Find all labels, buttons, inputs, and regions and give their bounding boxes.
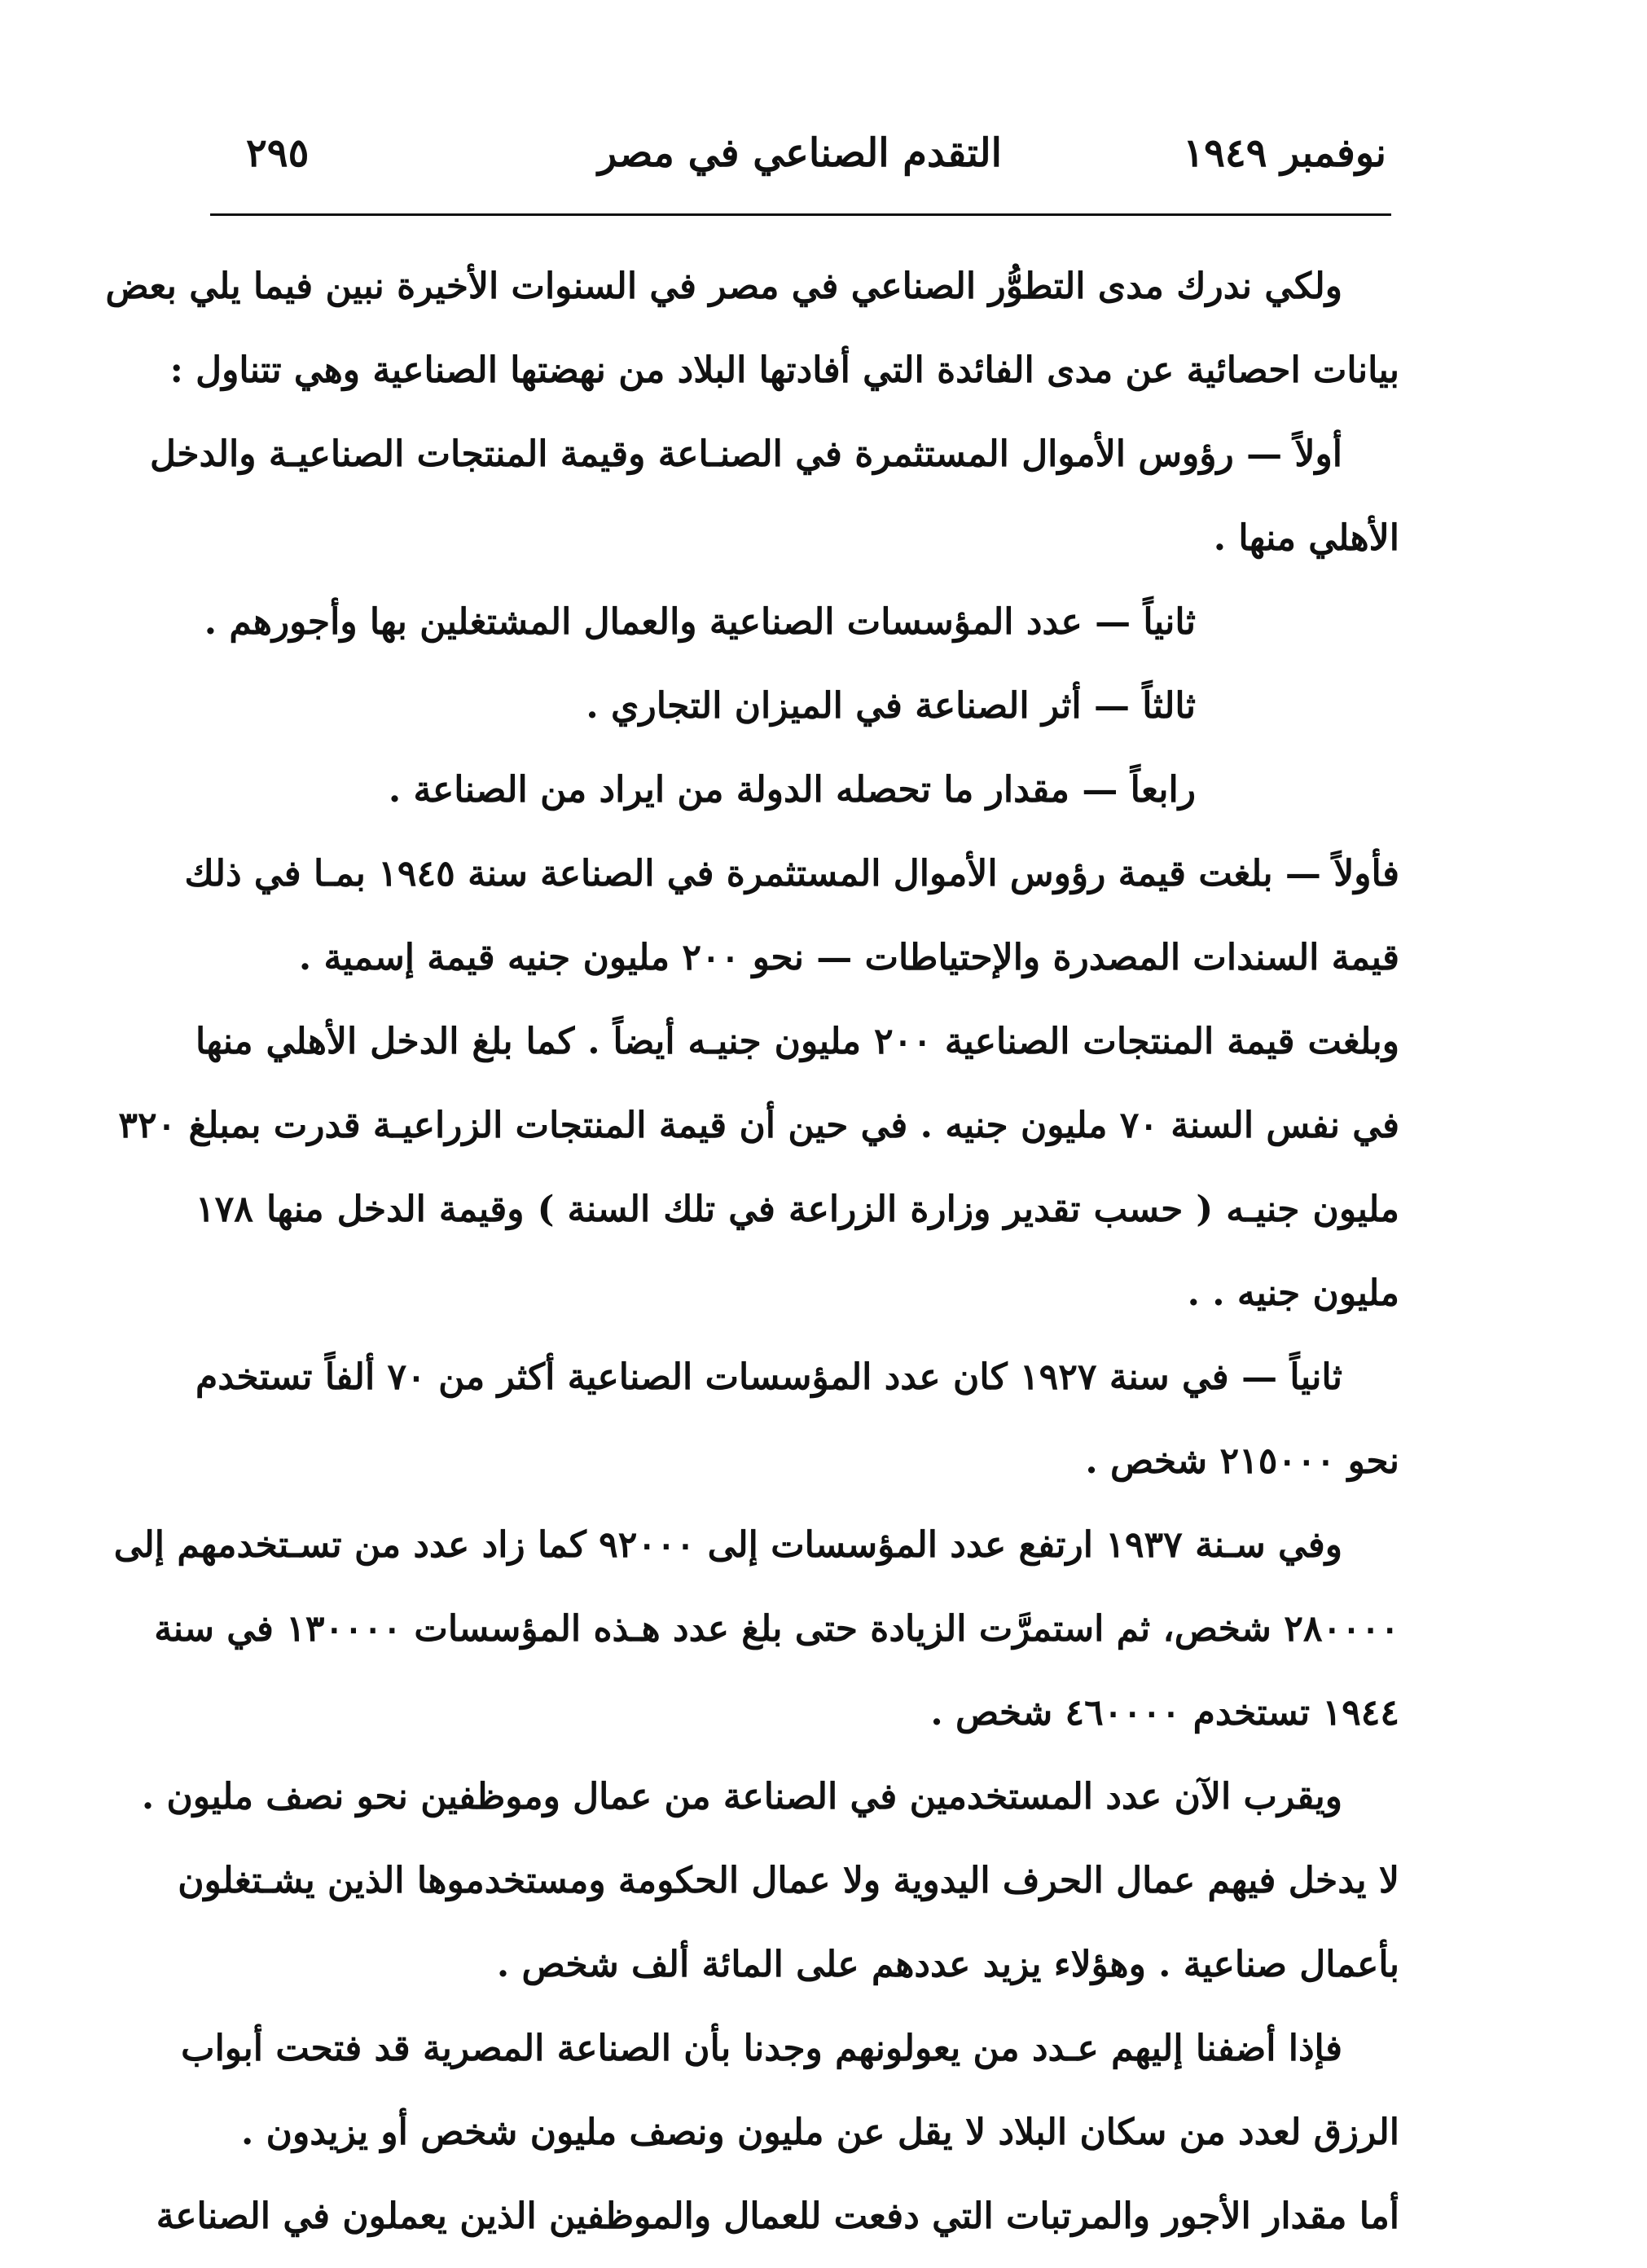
text-line: مليون جنيـه ( حسب تقدير وزارة الزراعة في تلك السنة ) وقيمة الدخل منها ١٧٨ — [195, 1189, 1399, 1230]
page-number: ٢٩٥ — [246, 130, 310, 176]
header-rule — [210, 213, 1391, 216]
text-line: ويقرب الآن عدد المستخدمين في الصناعة من عمال وموظفين نحو نصف مليون . — [141, 1776, 1342, 1817]
text-line: رابعاً — مقدار ما تحصله الدولة من ايراد من الصناعة . — [388, 769, 1196, 811]
header-title: التقدم الصناعي في مصر — [598, 130, 1002, 176]
text-line: نحو ٢١٥٠٠٠ شخص . — [1085, 1440, 1399, 1482]
text-line: ثانياً — في سنة ١٩٢٧ كان عدد المؤسسات الصناعية أكثر من ٧٠ ألفاً تستخدم — [195, 1356, 1343, 1398]
text-line: وبلغت قيمة المنتجات الصناعية ٢٠٠ مليون جنيـه أيضاً . كما بلغ الدخل الأهلي منها — [195, 1021, 1399, 1062]
text-line: بيانات احصائية عن مدى الفائدة التي أفادتها البلاد من نهضتها الصناعية وهي تتناول : — [169, 349, 1399, 391]
text-line: بأعمال صناعية . وهؤلاء يزيد عددهم على المائة ألف شخص . — [496, 1944, 1399, 1985]
body-text — [105, 244, 1399, 2237]
text-line: لا يدخل فيهم عمال الحرف اليدوية ولا عمال الحكومة ومستخدموها الذين يشـتغلون — [178, 1860, 1399, 1901]
text-line: ٢٨٠٠٠٠ شخص، ثم استمرَّت الزيادة حتى بلغ عدد هـذه المؤسسات ١٣٠٠٠٠ في سنة — [154, 1608, 1399, 1650]
header-date: نوفمبر ١٩٤٩ — [1183, 130, 1386, 176]
text-line: قيمة السندات المصدرة والإحتياطات — نحو ٢٠٠ مليون جنيه قيمة إسمية . — [298, 937, 1399, 978]
text-line: أما مقدار الأجور والمرتبات التي دفعت للعمال والموظفين الذين يعملون في الصناعة — [156, 2195, 1399, 2237]
text-line: ١٩٤٤ تستخدم ٤٦٠٠٠٠ شخص . — [930, 1692, 1399, 1734]
text-line: في نفس السنة ٧٠ مليون جنيه . في حين أن قيمة المنتجات الزراعيـة قدرت بمبلغ ٣٢٠ — [118, 1105, 1399, 1146]
text-line: الرزق لعدد من سكان البلاد لا يقل عن مليون ونصف مليون شخص أو يزيدون . — [241, 2112, 1399, 2153]
text-line: الأهلي منها . — [1213, 517, 1399, 559]
text-line: ثانياً — عدد المؤسسات الصناعية والعمال المشتغلين بها وأجورهم . — [204, 601, 1196, 643]
text-line: فأولاً — بلغت قيمة رؤوس الأموال المستثمرة في الصناعة سنة ١٩٤٥ بمـا في ذلك — [184, 853, 1399, 894]
text-line: ولكي ندرك مدى التطوُّر الصناعي في مصر في السنوات الأخيرة نبين فيما يلي بعض — [105, 266, 1342, 307]
text-line: ثالثاً — أثر الصناعة في الميزان التجاري . — [586, 685, 1196, 727]
text-line: أولاً — رؤوس الأموال المستثمرة في الصنـاعة وقيمة المنتجات الصناعيـة والدخل — [150, 433, 1342, 475]
text-line: فإذا أضفنا إليهم عـدد من يعولونهم وجدنا بأن الصناعة المصرية قد فتحت أبواب — [181, 2028, 1342, 2069]
text-line: مليون جنيه . . — [1187, 1272, 1399, 1314]
page-header — [213, 130, 1386, 196]
text-line: وفي سـنة ١٩٣٧ ارتفع عدد المؤسسات إلى ٩٢٠٠٠ كما زاد عدد من تسـتخدمهم إلى — [113, 1524, 1342, 1566]
